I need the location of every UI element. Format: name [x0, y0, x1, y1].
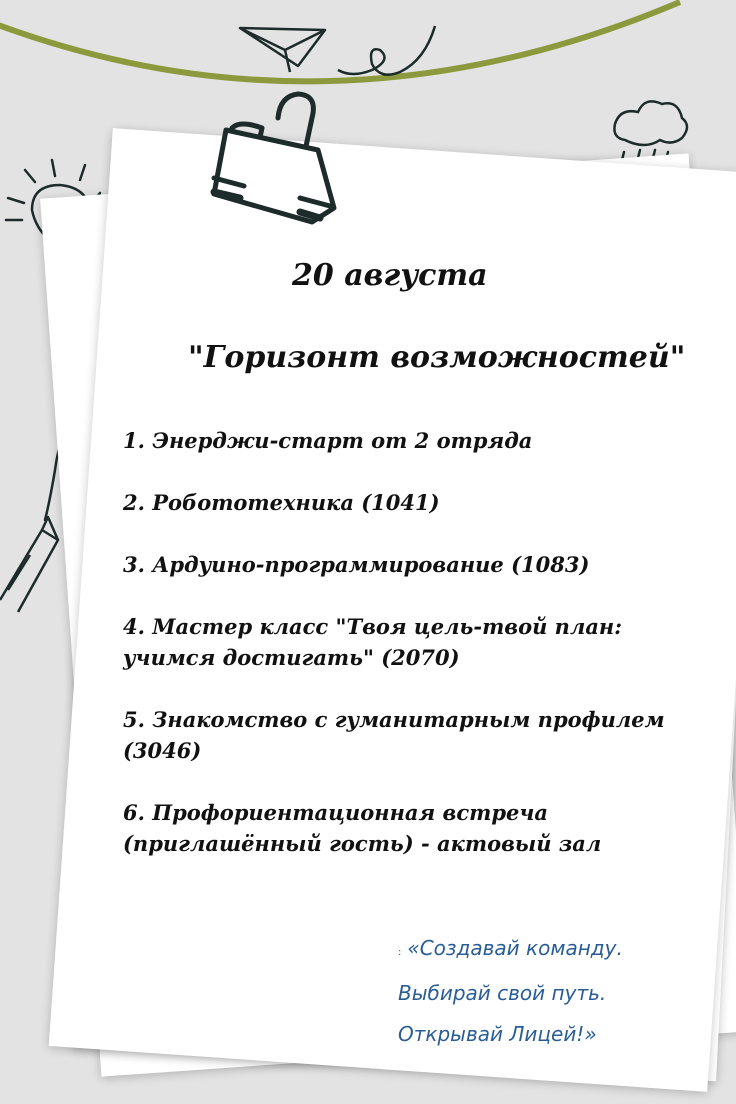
- motto-line-2: Выбирай свой путь.: [398, 981, 607, 1005]
- agenda-item: 4. Мастер класс "Твоя цель-твой план: учимся достигать" (2070): [123, 614, 622, 670]
- event-date: 20 августа: [292, 258, 488, 293]
- agenda-item: 2. Робототехника (1041): [123, 490, 440, 515]
- agenda-item: 1. Энерджи-старт от 2 отряда: [123, 428, 533, 453]
- motto-line-3: Открывай Лицей!»: [398, 1022, 597, 1046]
- motto-bullet: :: [398, 947, 402, 958]
- motto-line-1: [398, 928, 718, 973]
- agenda-list: [123, 425, 718, 890]
- motto-block: [398, 928, 718, 1055]
- agenda-item: 6. Профориентационная встреча (приглашённый гость) - актовый зал: [123, 800, 602, 856]
- motto-text-1: «Создавай команду.: [407, 936, 623, 960]
- agenda-item: 3. Ардуино-программирование (1083): [123, 552, 590, 577]
- event-title: "Горизонт возможностей": [188, 340, 686, 375]
- agenda-item: 5. Знакомство с гуманитарным профилем (3046): [123, 707, 665, 763]
